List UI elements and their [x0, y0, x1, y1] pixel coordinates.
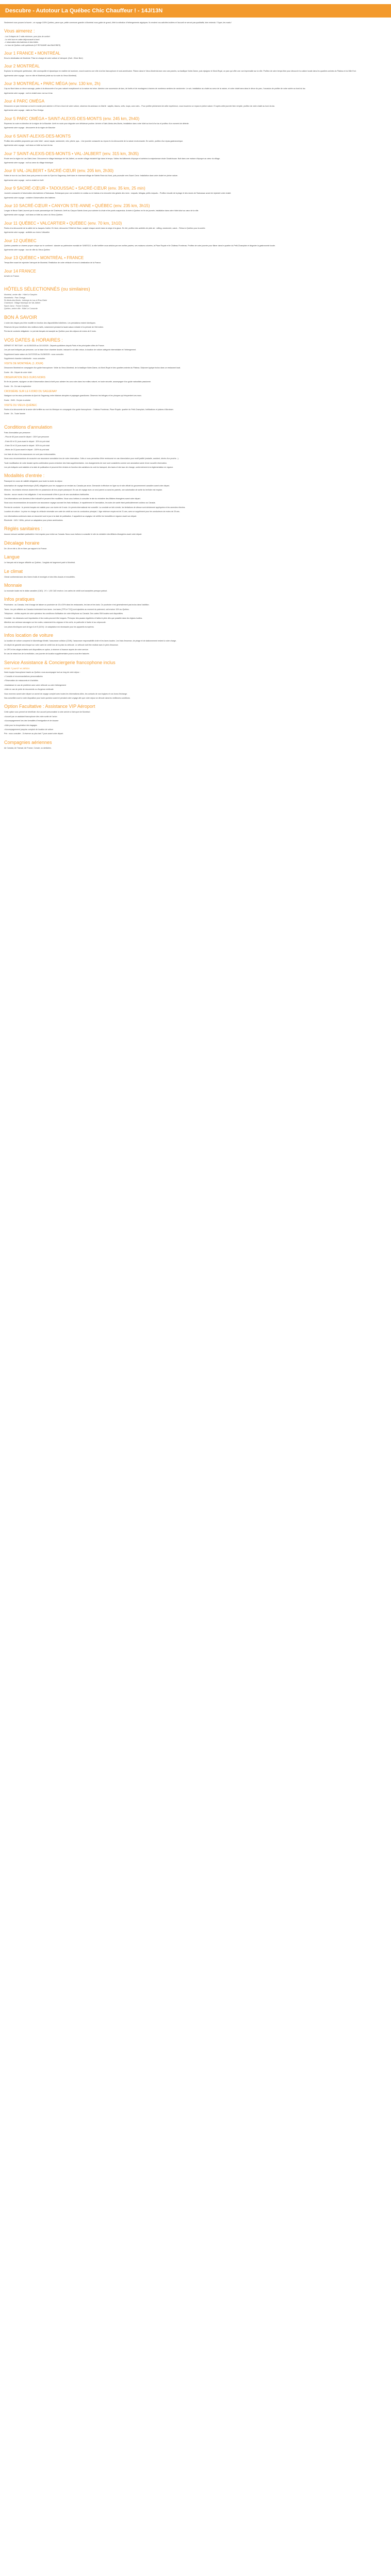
- day-note: Agréments votre voyage : découverte de la région de Mauricie: [4, 127, 56, 129]
- highlight-item: - Les 5 étapes de 2 nuits minimum, pour plus de confort: [4, 36, 50, 38]
- day-6: [4, 134, 387, 147]
- day-heading: Jour 5 PARC OMÉGA • SAINT-ALEXIS-DES-MONTS (env. 245 km, 2h40): [4, 116, 140, 121]
- good-to-know-heading: BON À SAVOIR: [4, 314, 37, 320]
- excursion-heading: OBSERVATION DES OURS NOIRS: [4, 376, 46, 380]
- practical-text: Téléphone : vérifiez auprès de votre opérateur les conditions d'utilisation de votre téléphone au Canada. Des cartes SIM locales sont disponibles.: [4, 613, 124, 615]
- day-description: Découvrez ce parc immense où tout le monde peut admirer à 20 km à bord de votre voiture, observez les animaux en liberté : wapitis, bisons, cerfs, loups, ours noirs... Pour profiter pleinement de cette expérience, vous trouverez un repas en pleine nature. Et après cette journée bien remplie, profitez de votre chalet au bord du lac.: [4, 105, 275, 108]
- cancellation-text: Les frais de visa et les assurances ne sont pas remboursables.: [4, 453, 56, 455]
- climate-text: Climat continental avec des hivers froids et enneigés et des étés chauds et ensoleillés.: [4, 575, 75, 578]
- day-heading: Jour 4 PARC OMÉGA: [4, 99, 45, 104]
- day-description: Route vers la région du Lac-Saint-Jean. Découvrez le village historique de Val-Jalbert, un ancien village industriel figé dans le temps. Visitez les bâtiments d'époque et admirez la majestueuse chute Ouiatchouan. Nuit dans une maison d'époque au cœur du village.: [4, 157, 220, 160]
- hotel-item: Chambord : Village historique de Val-Jalbert: [4, 302, 40, 304]
- language-heading: Langue: [4, 554, 20, 560]
- cancellation-text: - Entre 30 et 15 jours avant le départ : 50% du prix total: [4, 444, 50, 447]
- day-heading: Jour 1 FRANCE • MONTRÉAL: [4, 51, 61, 56]
- cancellation-text: - Moins de 15 jours avant le départ : 100% du prix total: [4, 449, 50, 451]
- optional-excursions: [4, 362, 387, 415]
- good-to-know-text: L'ordre des étapes peut être modifié en fonction des disponibilités hôtelières. Les prestations restent identiques.: [4, 321, 96, 324]
- highlight-item: - Le tour de Québec coté québécois (LE ROYAUME des BALEINES): [4, 44, 61, 46]
- entry-text: Mineurs : les enfants mineurs doivent être en possession de leur propre passeport. En cas de voyage avec un seul parent ou sans les parents, une autorisation de sortie du territoire est requise.: [4, 489, 163, 492]
- day-description: Arrivée en France.: [4, 275, 20, 277]
- day-heading: Jour 10 SACRÉ-CŒUR • CANYON STE-ANNE • QUÉBEC (env. 235 km, 3h15): [4, 203, 150, 208]
- intro-text: Seulement vous pouvez la fournir ; ce voyage 100% Québec, parce que, petite commune grandie à Montréal vous guide de grand, d'été la sélection d'hébergements atypiques. Ils rendent vos activités incitées et l'accueil ne seront pas qualitatifs, bien entendu ! Super, les roads !: [4, 22, 232, 24]
- entry-text: Vaccins : aucun vaccin n'est obligatoire. Il est recommandé d'être à jour de ses vaccinations habituelles.: [4, 493, 90, 496]
- hotel-item: St-Alexis-des-Monts : Auberge du Lac-à-l'Eau-Claire: [4, 299, 47, 301]
- excursion-text: Découvrez Montréal en compagnie d'un guide francophone. Visite du Vieux-Montréal, de la basilique Notre-Dame, du Mont-Royal et des quartiers animés du Plateau. Déjeuner typique inclus dans un restaurant local.: [4, 367, 181, 369]
- car-rental-text: En cas de retard lors de la restitution, une journée de location supplémentaire pourra vous être facturée.: [4, 653, 90, 655]
- entry-text: Permis de conduire : le permis français est valable pour une durée de 6 mois. Un permis international est conseillé. La conduite se fait à droite, les limitations de vitesse sont strictement appliquées et les amendes élevées.: [4, 506, 186, 509]
- practical-text: Taxes : les prix affichés au Canada s'entendent hors taxes. Les taxes (TPS et TVQ) sont ajoutées au moment du paiement, soit environ 15% au Québec.: [4, 608, 130, 611]
- cancellation-text: Toute modification de votre dossier après confirmation pourra entraîner des frais supplémentaires. Les changements de nom sont considérés comme une annulation suivie d'une nouvelle réservation.: [4, 462, 167, 464]
- hotels-heading: HÔTELS SÉLECTIONNÉS (ou similaires): [4, 286, 90, 292]
- car-rental-text: Un dépôt de garantie sera bloqué sur votre carte de crédit lors de la prise du véhicule. Le véhicule doit être restitué avec le plein d'essence.: [4, 644, 119, 647]
- day-note: Agréments votre voyage : nuit en chalet avec vue sur le lac: [4, 92, 53, 94]
- day-9: [4, 186, 387, 199]
- good-to-know-text: Permis de conduire obligatoire. Le permis français est accepté au Québec pour des séjours de moins de 6 mois.: [4, 330, 96, 333]
- day-description: Longez le fleuve Saint-Laurent par la route panoramique de Charlevoix. Arrêt au Canyon Sainte-Anne pour admirer la chute et les ponts suspendus. Arrivée à Québec en fin de journée, installation dans votre hôtel situé au cœur de la ville.: [4, 209, 199, 212]
- concierge-text: Notre équipe francophone basée au Québec vous accompagne tout au long de votre séjour :: [4, 671, 80, 673]
- practical-heading: Infos pratiques: [4, 597, 35, 602]
- airlines-heading: Compagnies aériennes: [4, 739, 52, 745]
- concierge-subheading: Dédié 7 jours/7 et 24h/24: [4, 667, 30, 670]
- hotel-item: Québec, centre ville : Hôtel Le Concorde: [4, 308, 38, 310]
- language-text: Le français est la langue officielle au Québec ; l'anglais est largement parlé à Montréal.: [4, 562, 76, 564]
- day-description: Profitez des activités proposées par votre hôtel : canot, kayak, randonnée, vélo, pêche, spa... Une journée consacrée au repos et à la découverte de la nature environnante. En soirée, profitez d'un repas gastronomique.: [4, 140, 184, 142]
- day-description: Temps libre avant de rejoindre l'aéroport de Montréal. Restitution de votre véhicule et envol à destination de la France.: [4, 262, 102, 264]
- itinerary: [4, 51, 387, 278]
- day-2: [4, 64, 387, 77]
- vip-text: • Accompagnement jusqu'au comptoir de location de voiture: [4, 728, 54, 731]
- main-content: [0, 22, 391, 758]
- practical-text: Pourboires : au Canada, il est d'usage de laisser un pourboire de 15 à 20% dans les restaurants, les bars et les taxis. Ce pourboire n'est généralement pas inclus dans l'addition.: [4, 604, 150, 606]
- dates-heading: VOS DATES & HORAIRES :: [4, 337, 63, 343]
- car-rental-text: Le GPS et les sièges enfants sont disponibles en option, à réserver à l'avance auprès de notre service.: [4, 648, 89, 651]
- timezone-heading: Décalage horaire: [4, 540, 40, 546]
- day-description: Reprenez la route en direction de la région de la Mauricie. Arrêt en route pour déguster une délicieuse poutine. Arrivée à Saint-Alexis-des-Monts, installation dans votre hôtel au bord d'un lac et profitez d'un moment de détente.: [4, 122, 189, 125]
- highlight-item: - Le mini tour en crabe déjà souscrit à bord: [4, 38, 40, 41]
- currency-text: La monnaie locale est le dollar canadien (CAD). 1 € = 1,50 CAD environ. Les cartes de crédit sont acceptées presque partout.: [4, 590, 108, 592]
- day-note: Agréments votre voyage : nuit dans un hôtel au cœur du Vieux-Québec: [4, 214, 63, 216]
- concierge-text: Vous recevrez avant votre départ un carnet de voyage complet avec toutes les informations utiles, les contacts de nos équipes et vos bons d'échange.: [4, 692, 128, 695]
- day-7: [4, 151, 387, 165]
- excursion-text: En fin de journée, rejoignez un site d'observation dans la forêt pour admirer les ours noirs dans leur milieu naturel, en toute sécurité, accompagné d'un guide naturaliste passionné.: [4, 381, 151, 383]
- entry-text: Nous vous recommandons de souscrire une assurance voyage couvrant les frais médicaux, le rapatriement et l'annulation, les soins de santé étant particulièrement coûteux au Canada.: [4, 502, 156, 504]
- hotel-item: Montebello : Parc Oméga: [4, 296, 25, 299]
- cancellation-text: - Plus de 60 jours avant le départ : 150 € par personne: [4, 436, 49, 438]
- vip-text: Cette option vous permet de bénéficier d'un accueil personnalisé à votre arrivée à l'aéroport de Montréal :: [4, 711, 91, 714]
- climate-heading: Le climat: [4, 568, 23, 574]
- excursion-heading: CROISIÈRE SUR LE FJORD DU SAGUENAY: [4, 390, 57, 394]
- car-rental-heading: Infos location de voiture: [4, 632, 54, 638]
- day-10: [4, 204, 387, 217]
- timezone-text: De -6h en été à -6h en hiver par rapport à la France.: [4, 547, 47, 550]
- vip-text: • Aide pour la récupération des bagages: [4, 724, 37, 726]
- hotels-list: [4, 294, 387, 310]
- day-heading: Jour 6 SAINT-ALEXIS-DES-MONTS: [4, 133, 71, 139]
- cancellation-text: Frais d'annulation par personne :: [4, 431, 31, 434]
- concierge-text: • Conseils et recommandations personnalisées: [4, 675, 43, 677]
- day-heading: Jour 8 VAL-JALBERT • SACRÉ-CŒUR (env. 205 km, 2h30): [4, 168, 114, 174]
- excursion-text: Durée : 3h - De mai à septembre: [4, 385, 31, 387]
- day-note: Agréments votre voyage : nuit au cœur du village historique: [4, 161, 53, 164]
- day-description: Québec possède un charme propre unique sur le continent : classée au patrimoine mondial de l'UNESCO, la ville fortifiée vous séduira par ses ruelles pavées, ses maisons colorées, la Place Royale et le Château Frontenac. Profitez de votre journée pour flâner dans le quartier du Petit-Champlain et déguster la gastronomie locale.: [4, 244, 275, 247]
- dates-text: Les prix sont indiqués par personne, sur la base d'une chambre double, incluant le vol aller-retour, la location de voiture catégorie intermédiaire et l'hébergement.: [4, 349, 137, 351]
- entry-text: Passeport en cours de validité obligatoire pour toute la durée du séjour.: [4, 480, 63, 483]
- day-note: Agréments votre voyage : activités au choix à Valcartier: [4, 231, 50, 234]
- health-heading: Réglés sanitaires :: [4, 526, 43, 532]
- entry-text: Location de voiture : la prise en charge du véhicule nécessite une carte de crédit au nom du conducteur principal. L'âge minimum requis est de 21 ans, avec un supplément pour les conducteurs de moins de 25 ans.: [4, 511, 180, 513]
- practical-text: Les prises électriques sont de type A et B (110V). Un adaptateur est nécessaire pour les appareils européens.: [4, 625, 94, 628]
- good-to-know-text: Réservez tôt pour bénéficier des meilleurs tarifs, notamment pendant la haute saison estivale et la période de l'été indien.: [4, 326, 104, 329]
- day-4: [4, 99, 387, 112]
- excursion-text: Naviguez sur les eaux profondes du fjord du Saguenay, entre falaises abruptes et paysages grandioses. Observez les bélugas et les phoques qui fréquentent ces eaux.: [4, 395, 142, 397]
- day-8: [4, 168, 387, 182]
- health-text: Aucune mesure sanitaire particulière n'est requise pour entrer au Canada. Nous vous invitons à consulter le site du ministère des Affaires étrangères avant votre départ.: [4, 533, 142, 536]
- day-3: [4, 81, 387, 95]
- day-description: Faites le tour du Lac-Saint-Jean puis prenez la route du Fjord du Saguenay. Arrêt dans le charmant village de Sainte-Rose-du-Nord, puis poursuite vers Sacré-Cœur. Installation dans votre chalet en pleine nature.: [4, 175, 178, 177]
- page-banner: Descubre - Autotour La Québec Chic Chauffeur ! - 14J/13N: [0, 4, 391, 18]
- excursion-heading: VISITE DE MONTRÉAL (1 JOUR): [4, 362, 43, 366]
- day-heading: Jour 12 QUÉBEC: [4, 238, 37, 243]
- currency-heading: Monnaie: [4, 583, 22, 588]
- concierge-text: Nos conseillers sont à votre disposition pour toute question avant et pendant votre voyage afin que votre séjour se déroule dans les meilleures conditions.: [4, 697, 131, 699]
- concierge-text: • Aide en cas de perte de documents ou d'urgence médicale: [4, 688, 54, 691]
- airlines-text: Air Canada, Air Transat, Air France, Corsair, ou similaires.: [4, 747, 52, 749]
- day-1: [4, 51, 387, 60]
- entry-text: Ces informations sont données à titre indicatif et peuvent être modifiées. Nous vous invitons à consulter le site du ministère des Affaires étrangères avant votre départ.: [4, 498, 141, 500]
- day-note: Agréments votre voyage : tour de ville du Vieux-Québec: [4, 248, 51, 251]
- entry-text: Les informations contenues dans ce document sont à jour à la date de publication. Il appartient au voyageur de vérifier les formalités en vigueur avant son départ.: [4, 515, 137, 517]
- vip-heading: Option Facultative : Assistance VIP Aéroport: [4, 704, 95, 709]
- day-note: Agréments votre voyage : visite du Parc Oméga: [4, 109, 44, 112]
- day-note: Agréments votre voyage : nuit dans un hôtel au bord du lac: [4, 144, 53, 147]
- practical-text: Attention aux animaux sauvages sur les routes, notamment les orignaux et les cerfs, en particulier à l'aube et au crépuscule.: [4, 621, 106, 624]
- day-description: Envol à destination de Montréal. Prise en charge de votre voiture à l'aéroport. (Nuit - Dîner libre): [4, 57, 83, 60]
- day-heading: Jour 14 FRANCE: [4, 268, 36, 274]
- cancellation-text: Les prix indiqués sont valables à la date de publication et peuvent être révisés en fonction des variations du coût du transport, des taxes et des taux de change, conformément à la réglementation en vigueur.: [4, 466, 173, 468]
- day-heading: Jour 11 QUÉBEC • VALCARTIER • QUÉBEC (env. 70 km, 1h10): [4, 221, 122, 226]
- vip-text: • Accompagnement lors des formalités d'immigration et de douane: [4, 720, 59, 722]
- day-description: Explorez la métropole québécoise, ville cosmopolite et dynamique en matière de tourisme, vous trouverez une ville à la fois francophone et nord-américaine. Flânez dans le Vieux-Montréal avec ses rues pavées, sa basilique Notre-Dame, puis rejoignez le Mont-Royal, un parc qui offre une vue imprenable sur la ville. Profitez de votre temps libre pour découvrir la cuisine locale dans les quartiers animés du Plateau et du Mile End.: [4, 70, 356, 73]
- excursion-text: Durée : 8h - Départ de votre hôtel: [4, 371, 32, 374]
- concierge-text: • Réservation de restaurants et d'activités: [4, 680, 39, 682]
- day-heading: Jour 2 MONTRÉAL: [4, 64, 40, 69]
- hotel-item: Sacré-Cœur : Ferme 5 étoiles: [4, 304, 29, 307]
- highlight-item: - L'observation des baleines et des hôtels: [4, 41, 39, 44]
- vip-text: • Accueil par un assistant francophone dès votre sortie de l'avion: [4, 715, 57, 718]
- dates-text: DÉPART ET RETOUR : du 01/05/2025 au 31/10/2025 - Départs quotidiens depuis Paris et les principales villes de France.: [4, 344, 105, 347]
- day-heading: Jour 7 SAINT-ALEXIS-DES-MONTS • VAL-JALBERT (env. 315 km, 3h35): [4, 151, 139, 156]
- hotel-item: Montréal, centre ville : Hôtel Le Dauphin: [4, 294, 37, 296]
- vip-text: Prix : nous consulter - À réserver au plus tard 7 jours avant votre départ.: [4, 733, 63, 735]
- day-12: [4, 239, 387, 252]
- concierge-text: • Assistance en cas de problème avec votre véhicule ou votre hébergement: [4, 684, 66, 686]
- day-description: Cap au Nord dans un décor sauvage, partez à la découverte d'un parc naturel exceptionnel où la nature est reine. Admirez une succession de lacs, de forêts et de montagnes à travers de nombreux sentiers de randonnée. Le soir, installation au chalet au cœur de la nature, et votre chalet sera dans le décor du parc, l'occasion de profiter de votre soirée au bord du lac.: [4, 88, 306, 90]
- day-heading: Jour 13 QUÉBEC • MONTRÉAL • FRANCE: [4, 256, 84, 261]
- day-11: [4, 221, 387, 234]
- cancellation-text: Nous vous recommandons de souscrire une assurance annulation lors de votre réservation. Celle-ci vous permettra d'être remboursé en cas d'annulation pour motif justifié (maladie, accident, décès d'un proche...).: [4, 457, 179, 460]
- highlights-list: [4, 36, 387, 47]
- concierge-heading: Service Assistance & Conciergerie francophone inclus: [4, 659, 116, 665]
- dates-text: Supplément chambre individuelle : nous consulter.: [4, 358, 46, 360]
- excursion-text: Partez à la découverte de la seule ville fortifiée au nord du Mexique en compagnie d'un guide francophone : Château Frontenac, Place Royale, quartier du Petit-Champlain, fortifications et plaines d'Abraham.: [4, 408, 174, 411]
- day-heading: Jour 3 MONTRÉAL • PARC MÉGA (env. 130 km, 2h): [4, 81, 101, 87]
- day-5: [4, 116, 387, 130]
- cancellation-heading: Conditions d'annulation: [4, 424, 53, 430]
- entry-text: Électricité : 110V / 60Hz, prévoir un adaptateur pour prises américaines.: [4, 519, 63, 522]
- day-14: [4, 269, 387, 278]
- entry-text: Autorisation de voyage électronique (AVE) obligatoire pour les voyageurs se rendant au Canada par avion. Demande à effectuer en ligne sur le site officiel du gouvernement canadien avant votre départ.: [4, 484, 170, 487]
- day-note: Agréments votre voyage : tour en ville et Montréal (visite sur la route du Vieux-Montréal): [4, 74, 76, 77]
- day-note: Agréments votre voyage : nuit en chalet en forêt: [4, 179, 44, 181]
- excursion-heading: VISITE DU VIEUX-QUÉBEC: [4, 403, 37, 407]
- day-heading: Jour 9 SACRÉ-CŒUR • TADOUSSAC • SACRÉ-CŒUR (env. 35 km, 25 min): [4, 186, 145, 191]
- cancellation-text: - Entre 60 et 31 jours avant le départ : 30% du prix total: [4, 440, 50, 443]
- highlights-heading: Vous aimerez :: [4, 28, 35, 34]
- entry-heading: Modalités d'entrée :: [4, 473, 45, 479]
- day-note: Agréments votre voyage : croisière d'observation des baleines: [4, 196, 55, 199]
- car-rental-text: La location de voiture comprend le kilométrage illimité, l'assurance collision (CDW), l'assurance responsabilité civile et les taxes locales. Les frais d'essence, de péage et de stationnement restent à votre charge.: [4, 639, 177, 642]
- day-13: [4, 256, 387, 264]
- excursion-text: Durée : 3h - Toute l'année: [4, 413, 26, 415]
- excursion-text: Durée : 3h30 - De juin à octobre: [4, 399, 31, 401]
- dates-text: Supplément haute saison du 01/07/2025 au 31/08/2025 : nous consulter.: [4, 353, 64, 355]
- practical-text: Conduite : les distances sont importantes et les routes peuvent être longues. Prévoyez des pauses régulières et faites le plein dès que possible dans les régions isolées.: [4, 617, 143, 619]
- day-description: Partez à la découverte de la vallée de la Jacques-Cartier. En hiver, découvrez l'Hôtel de Glace, sculpté chaque année dans la neige et la glace. En été, profitez des activités de plein air : rafting, randonnée, canot... Retour à Québec pour la soirée.: [4, 227, 206, 229]
- day-description: Journée consacrée à l'observation des baleines à Tadoussac. Embarquez pour une croisière en zodiac ou en bateau à la rencontre des géants des mers : rorquals, bélugas, petits rorquals... Profitez ensuite de la plage et des dunes de Tadoussac avant de rejoindre votre chalet.: [4, 192, 232, 195]
